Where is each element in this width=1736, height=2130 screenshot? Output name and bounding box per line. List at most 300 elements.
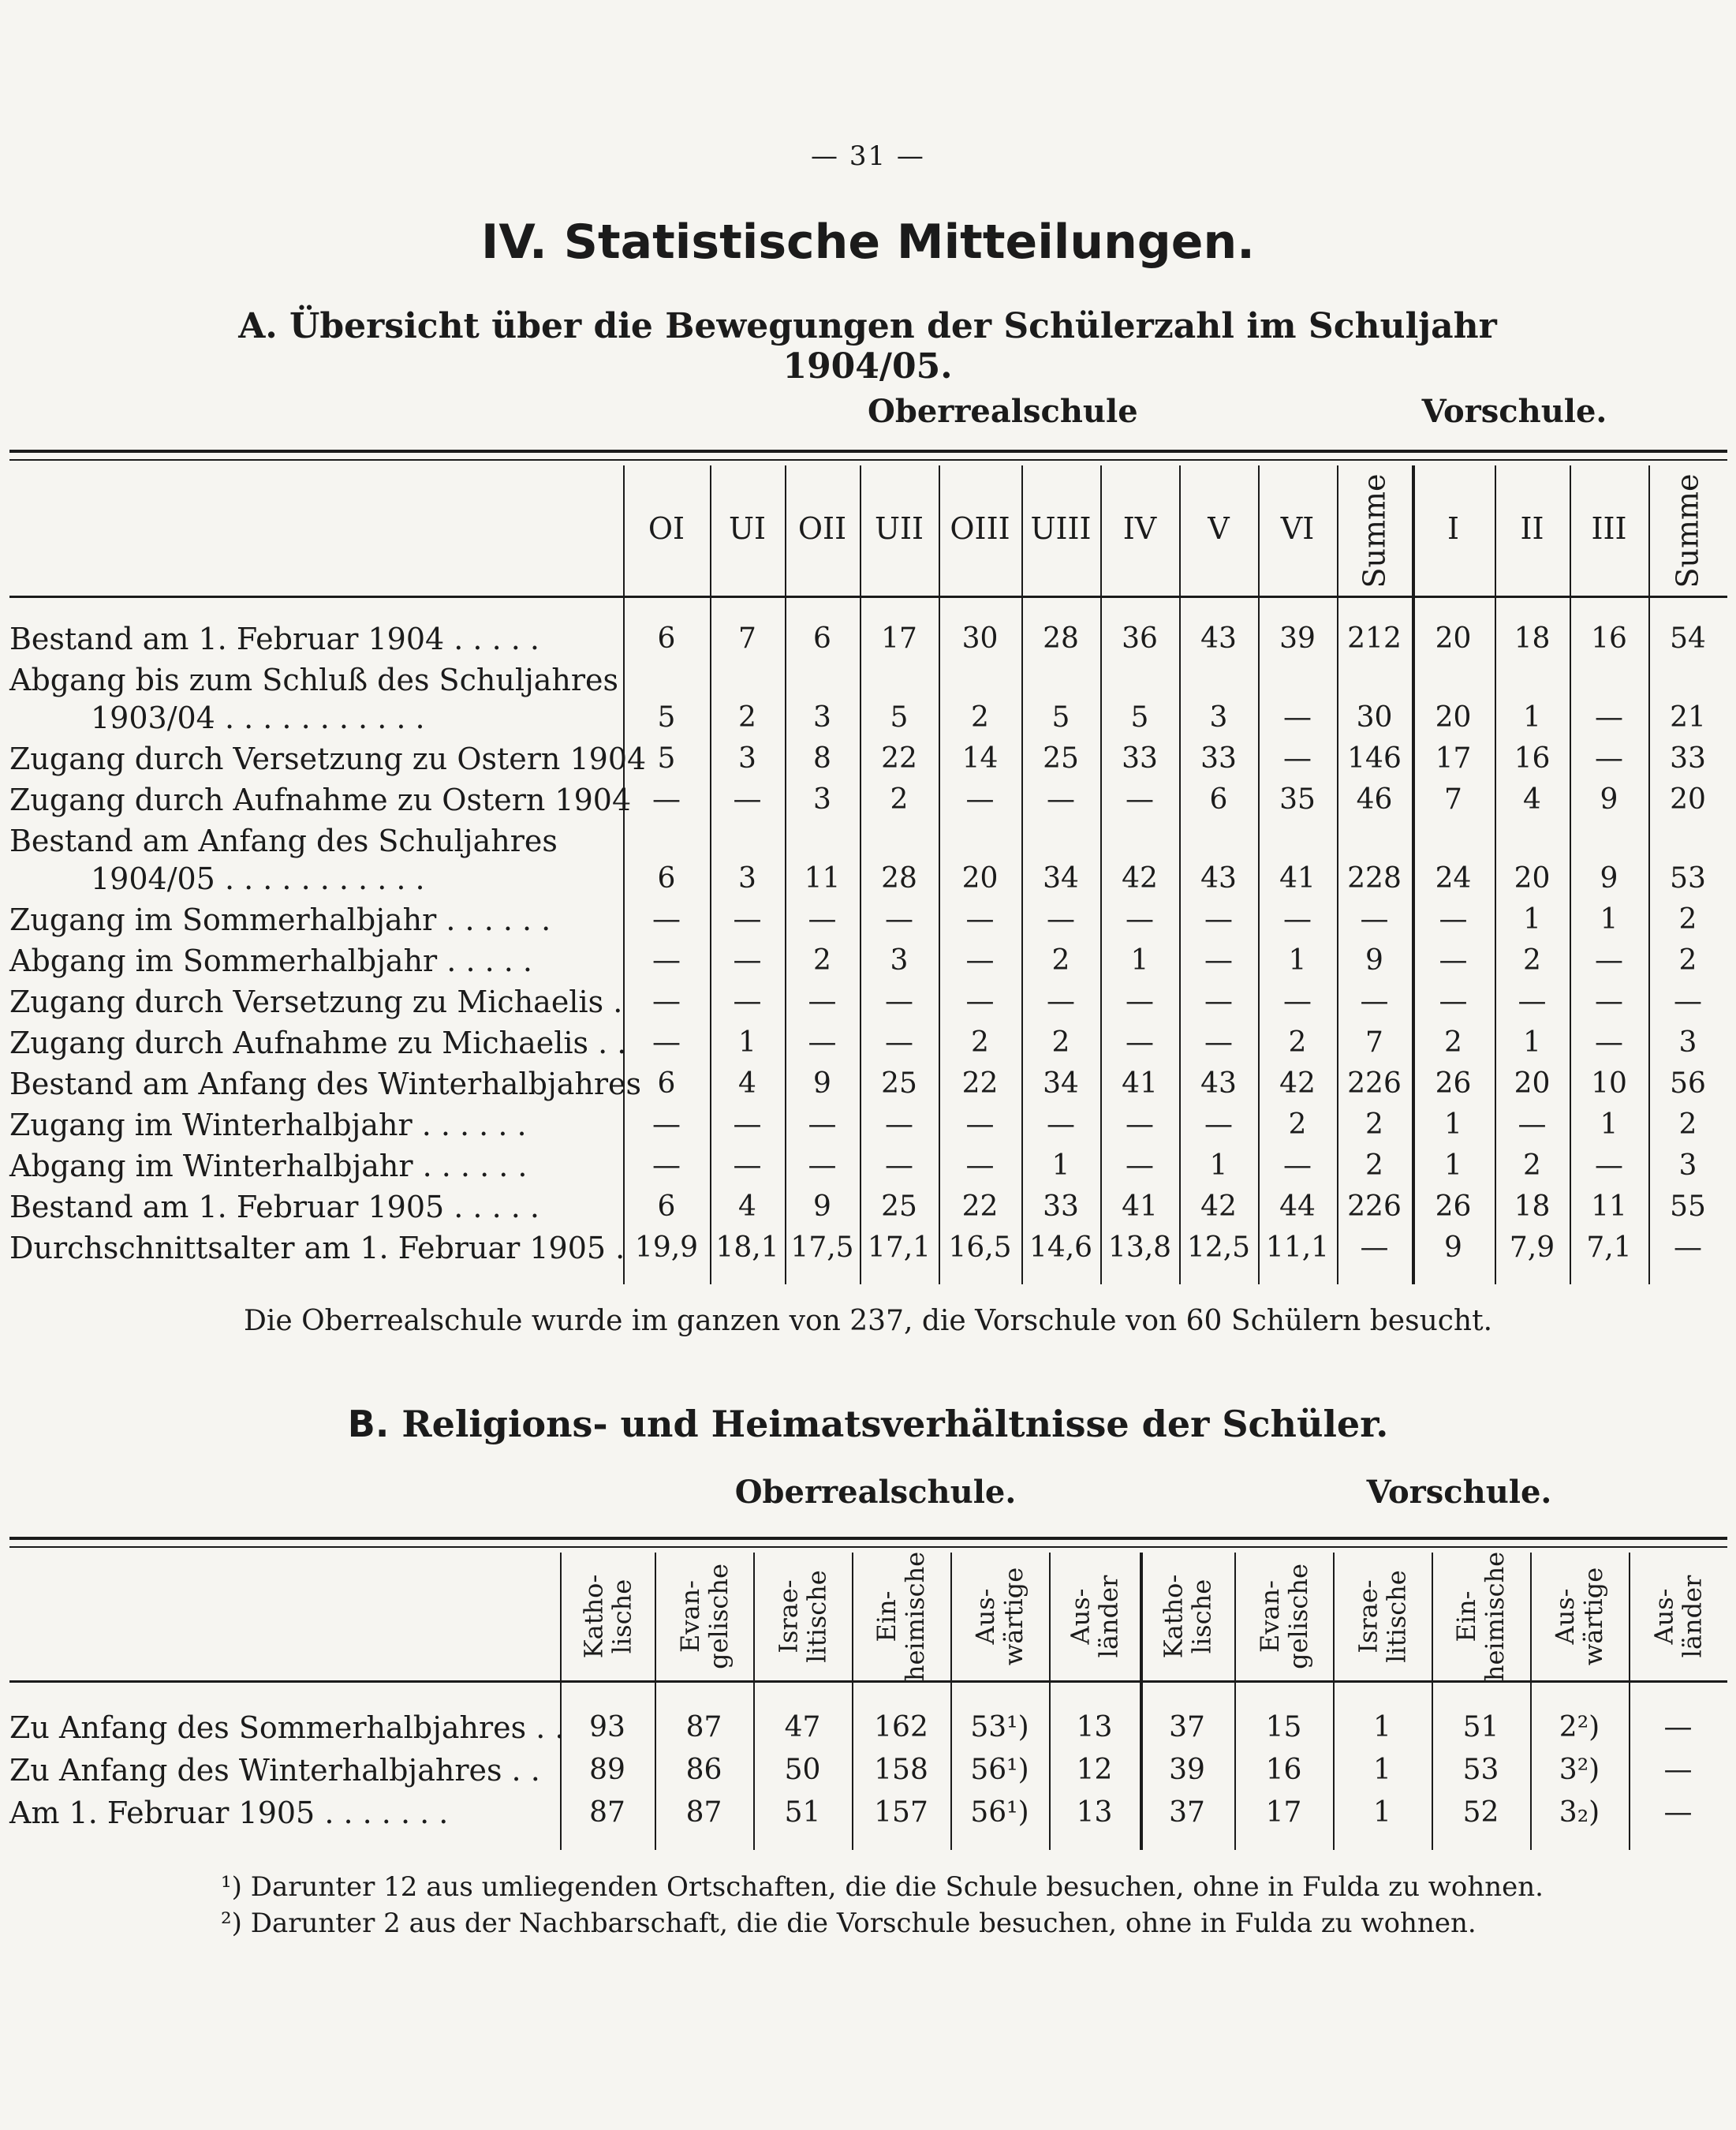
table-b-cell: 56¹) <box>970 1796 1029 1829</box>
table-a-row-label: Abgang im Sommerhalbjahr . . . . . <box>9 944 532 978</box>
table-b-header <box>1234 1553 1333 1680</box>
table-a-cell: — <box>733 1149 762 1182</box>
table-a-cell: 2 <box>1288 1108 1307 1141</box>
table-a-header-rule <box>9 596 1727 598</box>
table-a-cell: — <box>965 1149 995 1182</box>
table-a-cell: — <box>1595 1149 1623 1182</box>
table-a-cell: — <box>965 944 995 977</box>
table-b-header <box>1432 1553 1530 1680</box>
section-b-letter: B. <box>347 1403 390 1445</box>
table-a-cell: — <box>1518 1108 1547 1141</box>
table-a-cell: 30 <box>961 622 999 655</box>
table-a-cell: 1 <box>1600 903 1618 936</box>
table-a-cell: — <box>1204 1026 1233 1059</box>
table-a-cell: 226 <box>1347 1190 1402 1223</box>
table-a-cell: 53 <box>1670 862 1706 895</box>
table-b-cell: 17 <box>1265 1796 1302 1829</box>
table-a-cell: 9 <box>1365 944 1383 977</box>
table-a-cell: 2 <box>1678 1108 1697 1141</box>
table-b-top-rule-thin <box>9 1546 1727 1548</box>
table-a-cell: 18 <box>1514 1190 1551 1223</box>
table-a-cell: — <box>1047 985 1075 1018</box>
table-a-cell: — <box>733 903 762 936</box>
table-a-cell: 11 <box>804 862 841 895</box>
table-a-cell: — <box>1674 1231 1702 1264</box>
table-a-cell: 1 <box>1523 1026 1541 1059</box>
table-a-cell: — <box>652 1149 681 1182</box>
table-a-cell: 44 <box>1279 1190 1316 1223</box>
table-a-cell: — <box>733 783 762 816</box>
section-a-note: Die Oberrealschule wurde im ganzen von 237, die Vorschule von 60 Schülern besucht. <box>243 1305 1493 1337</box>
table-a-cell: 9 <box>813 1067 831 1100</box>
table-a-cell: — <box>652 1026 681 1059</box>
table-a-header: UIII <box>1030 511 1092 546</box>
table-b-cell: 56¹) <box>970 1754 1029 1786</box>
table-a-cell: 5 <box>657 701 676 734</box>
table-a-cell: 1 <box>1523 701 1541 734</box>
table-a-cell: 226 <box>1347 1067 1402 1100</box>
table-b-header-label: Ein- heimische <box>872 1551 931 1682</box>
table-a-cell: 33 <box>1670 742 1706 775</box>
table-a-cell: 22 <box>961 1190 999 1223</box>
table-b-cell: 89 <box>589 1754 625 1786</box>
table-a-cell: — <box>808 985 837 1018</box>
table-a-cell: — <box>1360 1231 1389 1264</box>
table-a-cell: 34 <box>1043 862 1079 895</box>
table-a-cell: 30 <box>1356 701 1393 734</box>
table-a-row-label: Abgang bis zum Schluß des Schuljahres <box>9 663 619 697</box>
table-a-cell: 3 <box>738 742 756 775</box>
table-a-cell: — <box>965 1108 995 1141</box>
table-a-cell: 7,1 <box>1586 1231 1632 1264</box>
table-a-cell: 20 <box>1514 1067 1551 1100</box>
table-b-header-label: Evan- gelische <box>1254 1564 1313 1669</box>
table-a-cell: 12,5 <box>1186 1231 1251 1264</box>
table-a-cell: 6 <box>813 622 831 655</box>
table-a-cell: 25 <box>1043 742 1079 775</box>
table-a-cell: 1 <box>1444 1108 1462 1141</box>
table-a-cell: 1 <box>1130 944 1149 977</box>
table-b-cell: 2²) <box>1559 1711 1600 1743</box>
table-a-top-rule-thick <box>9 450 1727 453</box>
table-b-header-label: Ein- heimische <box>1451 1551 1510 1682</box>
table-a-cell: 1 <box>1444 1149 1462 1182</box>
table-a-cell: — <box>808 1108 837 1141</box>
table-a-cell: 2 <box>1051 1026 1070 1059</box>
table-a-row-label: Durchschnittsalter am 1. Februar 1905 . <box>9 1231 625 1265</box>
table-a-cell: 25 <box>881 1067 917 1100</box>
section-b-title <box>0 1403 1736 1445</box>
table-a-cell: — <box>1126 1108 1154 1141</box>
footnote-1: ¹) Darunter 12 aus umliegenden Ortschaften, die die Schule besuchen, ohne in Fulda zu wohnen. <box>221 1871 1544 1903</box>
table-a-cell: 1 <box>1523 903 1541 936</box>
table-b-top-rule-thick <box>9 1537 1727 1540</box>
table-a-row-label: Bestand am 1. Februar 1904 . . . . . <box>9 622 539 656</box>
table-a-cell: 42 <box>1200 1190 1237 1223</box>
table-a-cell: 6 <box>657 622 676 655</box>
table-a-cell: 7 <box>738 622 756 655</box>
table-a-cell: 20 <box>1435 701 1472 734</box>
table-a-cell: — <box>885 985 913 1018</box>
table-a-cell: 17 <box>1435 742 1472 775</box>
table-a-cell: 9 <box>1600 862 1618 895</box>
table-b-header-label: Aus- wärtige <box>970 1567 1029 1666</box>
table-a-cell: — <box>808 903 837 936</box>
table-b-cell: 162 <box>874 1711 928 1743</box>
table-b-cell: 51 <box>1462 1711 1499 1743</box>
table-a-cell: 33 <box>1043 1190 1079 1223</box>
table-a-cell: — <box>1283 985 1312 1018</box>
table-a-cell: 33 <box>1200 742 1237 775</box>
table-a-cell: — <box>1518 985 1547 1018</box>
table-a-cell: 2 <box>890 783 909 816</box>
table-a-cell: 2 <box>971 1026 989 1059</box>
table-a-cell: — <box>652 903 681 936</box>
table-b-header-label: Israe- litische <box>773 1570 832 1663</box>
table-a-cell: — <box>885 1149 913 1182</box>
table-a-cell: 33 <box>1122 742 1158 775</box>
table-a-header: I <box>1447 511 1459 546</box>
table-b-cell: 87 <box>589 1796 625 1829</box>
table-a-cell: 42 <box>1279 1067 1316 1100</box>
table-a-cell: — <box>1204 944 1233 977</box>
table-a-cell: — <box>1595 1026 1623 1059</box>
table-a-cell: — <box>733 944 762 977</box>
table-a-cell: — <box>652 783 681 816</box>
table-a-cell: 2 <box>1444 1026 1462 1059</box>
table-a-cell: 6 <box>1209 783 1228 816</box>
table-a-header-label: Summe <box>1671 473 1705 589</box>
table-b-cell: — <box>1663 1711 1693 1743</box>
table-b-cell: 53 <box>1462 1754 1499 1786</box>
table-a-cell: 28 <box>1043 622 1079 655</box>
table-a-cell: 34 <box>1043 1067 1079 1100</box>
table-a-cell: 3 <box>813 701 831 734</box>
table-a-cell: 26 <box>1435 1067 1472 1100</box>
table-a-cell: 20 <box>1514 862 1551 895</box>
section-b-group-vorschule: Vorschule. <box>1366 1474 1552 1511</box>
table-a-top-rule-thin <box>9 459 1727 461</box>
table-b-cell: 3²) <box>1559 1754 1600 1786</box>
table-a-row-label: Zugang im Winterhalbjahr . . . . . . <box>9 1108 527 1142</box>
table-a-cell: 2 <box>738 701 756 734</box>
table-b-header-label: Katho- lische <box>1158 1574 1216 1659</box>
table-a-cell: 21 <box>1670 701 1706 734</box>
table-b-cell: 87 <box>685 1796 722 1829</box>
table-b-header <box>950 1553 1049 1680</box>
table-a-cell: — <box>808 1149 837 1182</box>
table-a-cell: 9 <box>1444 1231 1462 1264</box>
table-b-cell: 53¹) <box>970 1711 1029 1743</box>
table-b-header <box>852 1553 950 1680</box>
table-a-cell: 3 <box>1209 701 1228 734</box>
table-b-cell: 37 <box>1169 1711 1205 1743</box>
table-a-cell: — <box>1047 783 1075 816</box>
table-a-cell: 2 <box>813 944 831 977</box>
table-b-cell: 3₂) <box>1559 1796 1600 1829</box>
section-b-title-text: Religions- und Heimatsverhältnisse der Schüler. <box>401 1403 1389 1445</box>
table-a-cell: 228 <box>1347 862 1402 895</box>
table-a-row-label: Zugang durch Versetzung zu Ostern 1904 <box>9 742 647 776</box>
table-b-cell: 12 <box>1076 1754 1113 1786</box>
table-a-header: UII <box>874 511 924 546</box>
table-a-cell: 4 <box>738 1067 756 1100</box>
table-b-row-label: Am 1. Februar 1905 . . . . . . . <box>9 1796 449 1830</box>
table-a-cell: 8 <box>813 742 831 775</box>
table-b-cell: 13 <box>1076 1796 1113 1829</box>
table-a-cell: 1 <box>1288 944 1307 977</box>
table-a-cell: 1 <box>1051 1149 1070 1182</box>
table-a-cell: 3 <box>738 862 756 895</box>
table-a-cell: 24 <box>1435 862 1472 895</box>
table-a-cell: — <box>1595 701 1623 734</box>
table-a-cell: — <box>1439 985 1468 1018</box>
table-a-cell: 41 <box>1279 862 1316 895</box>
table-a-cell: 3 <box>813 783 831 816</box>
table-b-header-label: Evan- gelische <box>674 1564 734 1669</box>
table-b-cell: 1 <box>1373 1796 1391 1829</box>
page-number: — 31 — <box>811 140 925 172</box>
table-a-cell: 20 <box>1670 783 1706 816</box>
table-b-cell: 15 <box>1265 1711 1302 1743</box>
table-a-cell: 22 <box>881 742 917 775</box>
table-a-cell: 17,1 <box>867 1231 931 1264</box>
table-a-cell: — <box>885 1108 913 1141</box>
table-a-cell: 6 <box>657 862 676 895</box>
table-b-cell: 50 <box>784 1754 821 1786</box>
table-a-cell: — <box>1126 1026 1154 1059</box>
table-b-header <box>655 1553 753 1680</box>
table-a-cell: 2 <box>1365 1149 1383 1182</box>
table-a-cell: 2 <box>1678 903 1697 936</box>
table-a-header: UI <box>728 511 767 546</box>
table-a-cell: 7,9 <box>1509 1231 1555 1264</box>
table-a-row-label: Zugang durch Versetzung zu Michaelis . <box>9 985 623 1019</box>
table-b-cell: 158 <box>874 1754 928 1786</box>
table-a-cell: 146 <box>1347 742 1402 775</box>
table-b-cell: 87 <box>685 1711 722 1743</box>
table-a-cell: 3 <box>1678 1149 1697 1182</box>
table-b-cell: — <box>1663 1796 1693 1829</box>
table-a-cell: 1 <box>1600 1108 1618 1141</box>
table-a-cell: — <box>1126 783 1154 816</box>
table-a-row-label: Zugang im Sommerhalbjahr . . . . . . <box>9 902 551 937</box>
table-a-cell: 212 <box>1347 622 1402 655</box>
table-a-cell: — <box>1595 985 1623 1018</box>
table-a-cell: 14 <box>961 742 999 775</box>
table-a-cell: 13,8 <box>1107 1231 1172 1264</box>
table-a-row-label: 1904/05 . . . . . . . . . . . <box>91 861 425 896</box>
table-a-cell: — <box>808 1026 837 1059</box>
table-a-cell: — <box>1126 985 1154 1018</box>
table-b-header <box>560 1553 655 1680</box>
table-a-cell: 2 <box>971 701 989 734</box>
table-a-cell: 17,5 <box>790 1231 854 1264</box>
table-a-cell: 5 <box>1130 701 1149 734</box>
table-a-header-summe <box>1337 465 1412 596</box>
table-a-cell: — <box>1047 903 1075 936</box>
table-a-cell: 35 <box>1279 783 1316 816</box>
table-b-cell: 157 <box>874 1796 928 1829</box>
table-a-header: IV <box>1122 511 1157 546</box>
table-a-cell: 26 <box>1435 1190 1472 1223</box>
table-a-cell: — <box>1595 944 1623 977</box>
table-a-cell: 2 <box>1678 944 1697 977</box>
table-b-header <box>1140 1553 1234 1680</box>
table-a-cell: 22 <box>961 1067 999 1100</box>
table-a-cell: 56 <box>1670 1067 1706 1100</box>
table-a-header: V <box>1208 511 1230 546</box>
table-a-cell: 3 <box>1678 1026 1697 1059</box>
table-a-cell: — <box>1126 1149 1154 1182</box>
table-a-cell: 10 <box>1591 1067 1627 1100</box>
table-b-cell: 13 <box>1076 1711 1113 1743</box>
table-a-cell: 6 <box>657 1067 676 1100</box>
table-b-cell: 47 <box>784 1711 821 1743</box>
table-a-cell: — <box>1283 1149 1312 1182</box>
table-a-header-label: Summe <box>1357 473 1392 589</box>
table-a-cell: — <box>1595 742 1623 775</box>
table-a-row-label: Bestand am Anfang des Winterhalbjahres <box>9 1067 642 1101</box>
table-a-header: VI <box>1280 511 1315 546</box>
table-a-row-label: Zugang durch Aufnahme zu Michaelis . . <box>9 1026 627 1060</box>
table-a-cell: 54 <box>1670 622 1706 655</box>
table-a-cell: 1 <box>1209 1149 1228 1182</box>
table-a-cell: 7 <box>1444 783 1462 816</box>
table-a-cell: 41 <box>1122 1190 1158 1223</box>
table-b-header <box>753 1553 852 1680</box>
table-a-cell: — <box>1360 903 1389 936</box>
table-a-cell: 41 <box>1122 1067 1158 1100</box>
table-a-cell: — <box>1674 985 1702 1018</box>
table-a-cell: — <box>1439 944 1468 977</box>
section-b-group-oberrealschule: Oberrealschule. <box>734 1474 1017 1511</box>
table-a-row-label: Bestand am 1. Februar 1905 . . . . . <box>9 1190 539 1224</box>
table-a-row-label: Abgang im Winterhalbjahr . . . . . . <box>9 1149 528 1183</box>
table-a-cell: — <box>965 903 995 936</box>
table-a-cell: 2 <box>1288 1026 1307 1059</box>
table-a-cell: — <box>1283 903 1312 936</box>
table-b-cell: — <box>1663 1754 1693 1786</box>
table-a-cell: 28 <box>881 862 917 895</box>
table-a-row-label: Zugang durch Aufnahme zu Ostern 1904 <box>9 783 632 817</box>
table-a-cell: 55 <box>1670 1190 1706 1223</box>
table-a-cell: — <box>885 1026 913 1059</box>
table-a-cell: 36 <box>1122 622 1158 655</box>
table-a-header: III <box>1591 511 1627 546</box>
table-a-cell: — <box>1204 903 1233 936</box>
table-a-cell: 2 <box>1523 1149 1541 1182</box>
table-a-row-label: Bestand am Anfang des Schuljahres <box>9 824 558 858</box>
table-a-cell: — <box>965 985 995 1018</box>
table-a-cell: — <box>652 985 681 1018</box>
main-title: IV. Statistische Mitteilungen. <box>481 215 1255 270</box>
table-a-cell: 4 <box>738 1190 756 1223</box>
table-b-header <box>1333 1553 1432 1680</box>
table-a-cell: 9 <box>1600 783 1618 816</box>
table-a-cell: — <box>1283 742 1312 775</box>
table-a-row-label: 1903/04 . . . . . . . . . . . <box>91 701 425 735</box>
table-a-cell: 39 <box>1279 622 1316 655</box>
table-a-cell: 3 <box>890 944 909 977</box>
table-a-cell: 11,1 <box>1265 1231 1330 1264</box>
table-a-cell: 2 <box>1523 944 1541 977</box>
table-a-cell: 2 <box>1051 944 1070 977</box>
table-a-cell: 20 <box>1435 622 1472 655</box>
table-a-cell: 5 <box>1051 701 1070 734</box>
table-a-cell: 16,5 <box>948 1231 1012 1264</box>
section-a-group-vorschule: Vorschule. <box>1421 393 1607 430</box>
table-a-cell: 6 <box>657 1190 676 1223</box>
table-a-cell: 16 <box>1514 742 1551 775</box>
table-a-cell: 1 <box>738 1026 756 1059</box>
table-b-cell: 37 <box>1169 1796 1205 1829</box>
table-b-cell: 1 <box>1373 1754 1391 1786</box>
table-a-cell: — <box>965 783 995 816</box>
table-a-cell: 11 <box>1591 1190 1627 1223</box>
table-a-cell: 20 <box>961 862 999 895</box>
table-a-header: II <box>1520 511 1544 546</box>
table-b-cell: 39 <box>1169 1754 1205 1786</box>
table-a-header: OII <box>797 511 847 546</box>
table-b-header-label: Aus- länder <box>1648 1575 1708 1658</box>
table-a-cell: — <box>733 985 762 1018</box>
table-a-cell: — <box>1360 985 1389 1018</box>
table-a-cell: 4 <box>1523 783 1541 816</box>
table-b-cell: 1 <box>1373 1711 1391 1743</box>
table-a-cell: 5 <box>890 701 909 734</box>
table-a-cell: — <box>1204 1108 1233 1141</box>
table-a-cell: 25 <box>881 1190 917 1223</box>
table-a-cell: — <box>885 903 913 936</box>
table-b-header-label: Aus- länder <box>1065 1575 1124 1658</box>
table-a-cell: 43 <box>1200 1067 1237 1100</box>
table-a-cell: — <box>733 1108 762 1141</box>
table-b-cell: 51 <box>784 1796 821 1829</box>
table-a-cell: 9 <box>813 1190 831 1223</box>
table-a-cell: 43 <box>1200 622 1237 655</box>
table-a-cell: — <box>1283 701 1312 734</box>
table-a-cell: 18 <box>1514 622 1551 655</box>
table-a-cell: — <box>1126 903 1154 936</box>
table-a-header: OIII <box>950 511 1010 546</box>
footnote-2: ²) Darunter 2 aus der Nachbarschaft, die die Vorschule besuchen, ohne in Fulda zu wohnen. <box>221 1908 1477 1939</box>
table-a-cell: 19,9 <box>634 1231 699 1264</box>
table-a-cell: 43 <box>1200 862 1237 895</box>
table-b-header <box>1530 1553 1629 1680</box>
table-a-cell: — <box>1047 1108 1075 1141</box>
table-a-cell: — <box>652 944 681 977</box>
table-b-header-label: Israe- litische <box>1353 1570 1412 1663</box>
table-a-header-summe <box>1648 465 1727 596</box>
table-a-cell: — <box>1204 985 1233 1018</box>
table-a-cell: 17 <box>881 622 917 655</box>
table-b-cell: 86 <box>685 1754 722 1786</box>
table-b-header-label: Katho- lische <box>578 1574 637 1659</box>
table-b-header <box>1629 1553 1727 1680</box>
table-b-header-label: Aus- wärtige <box>1550 1567 1609 1666</box>
table-b-cell: 16 <box>1265 1754 1302 1786</box>
table-a-cell: 7 <box>1365 1026 1383 1059</box>
table-a-cell: 42 <box>1122 862 1158 895</box>
table-a-cell: 5 <box>657 742 676 775</box>
table-a-cell: 18,1 <box>715 1231 779 1264</box>
section-a-group-oberrealschule: Oberrealschule <box>868 393 1138 430</box>
table-b-cell: 52 <box>1462 1796 1499 1829</box>
table-a-cell: 46 <box>1356 783 1393 816</box>
table-b-cell: 93 <box>589 1711 625 1743</box>
section-a-title: A. Übersicht über die Bewegungen der Schülerzahl im Schuljahr 1904/05. <box>238 306 1497 387</box>
